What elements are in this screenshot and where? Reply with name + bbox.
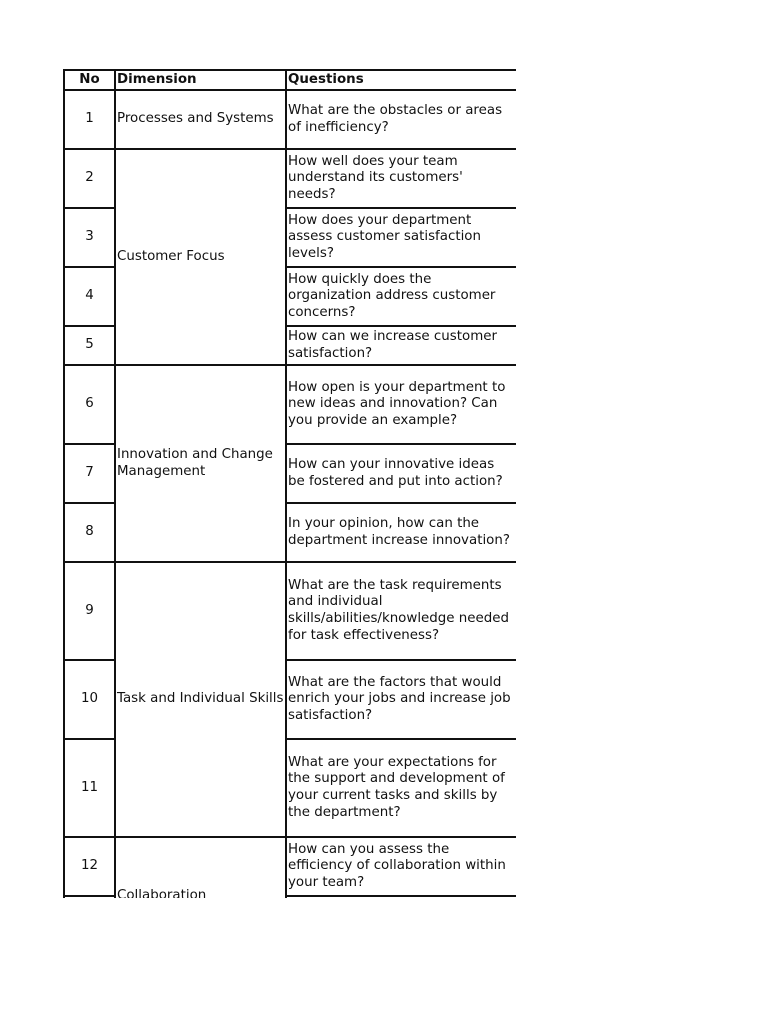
table-row [64,90,516,149]
header-dimension: Dimension [115,70,286,90]
question-cell: What are the obstacles or areas of inefficiency? [286,90,516,149]
dimension-cell: Processes and Systems [115,90,286,149]
table-row [64,562,516,660]
row-number: 11 [64,739,115,837]
row-number: 9 [64,562,115,660]
header-questions: Questions [286,70,516,90]
question-cell: What are your expectations for the support and development of your current tasks and skills by the department? [286,739,516,837]
question-cell: How can we increase customer satisfaction? [286,326,516,365]
survey-questions-table [63,69,516,898]
row-number: 10 [64,660,115,739]
question-cell: How can your innovative ideas be fostered and put into action? [286,444,516,503]
row-number: 1 [64,90,115,149]
row-number: 8 [64,503,115,562]
row-number: 2 [64,149,115,208]
question-cell: How open is your department to new ideas and innovation? Can you provide an example? [286,365,516,444]
question-cell: How can you assess the efficiency of collaboration within your team? [286,837,516,896]
header-no: No [64,70,115,90]
question-cell: How does your department assess customer satisfaction levels? [286,208,516,267]
dimension-cell: Customer Focus [115,149,286,365]
row-number: 4 [64,267,115,326]
question-cell: What are the task requirements and individual skills/abilities/knowledge needed for task effectiveness? [286,562,516,660]
question-cell: What are the factors that would enrich your jobs and increase job satisfaction? [286,660,516,739]
question-cell: How quickly does the organization address customer concerns? [286,267,516,326]
table-row [64,149,516,208]
question-cell: How well does your team understand its customers' needs? [286,149,516,208]
dimension-cell: Collaboration [115,837,286,898]
row-number: 7 [64,444,115,503]
row-number: 6 [64,365,115,444]
question-cell: In your opinion, how can the department increase innovation? [286,503,516,562]
table-row [64,837,516,896]
table-header-row [64,70,516,90]
dimension-cell: Task and Individual Skills [115,562,286,837]
table-row [64,365,516,444]
dimension-cell: Innovation and Change Management [115,365,286,562]
row-number: 12 [64,837,115,896]
row-number: 3 [64,208,115,267]
row-number: 5 [64,326,115,365]
survey-table-sheet [63,69,516,898]
